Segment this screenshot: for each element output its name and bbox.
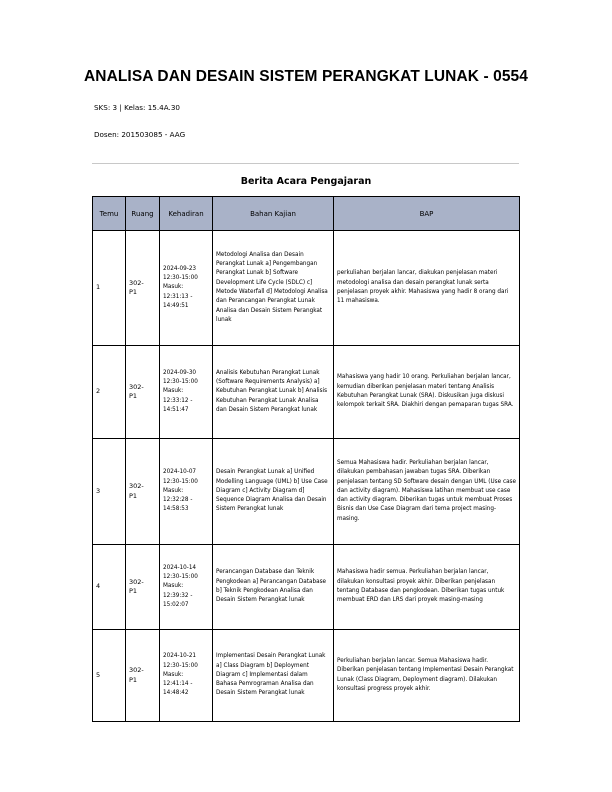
table-header-row [93,197,520,231]
cell-bahan-kajian: Metodologi Analisa dan Desain Perangkat Lunak a] Pengembangan Perangkat Lunak b] Software Development Life Cycle (SDLC) c] Metode Waterfall d] Metodologi Analisa dan Perancangan Perangkat Lunak Analisa dan Desain Sistem Perangkat lunak [213,231,334,346]
cell-bap: Mahasiswa yang hadir 10 orang. Perkuliahan berjalan lancar, kemudian diberikan penjelasan materi tentang Analisis Kebutuhan Perangkat Lunak (SRA). Diskusikan juga diskusi kelompok terkait SRA. Diakhiri dengan pemaparan tugas SRA. [334,346,520,439]
table-row [93,630,520,722]
cell-bahan-kajian: Desain Perangkat Lunak a] Unified Modelling Language (UML) b] Use Case Diagram c] Activity Diagram d] Sequence Diagram Analisa dan Desain Sistem Perangkat lunak [213,439,334,545]
cell-kehadiran: 2024-09-30 12:30-15:00 Masuk: 12:33:12 - 14:51:47 [160,346,213,439]
table-row [93,545,520,630]
cell-bap: Semua Mahasiswa hadir. Perkuliahan berjalan lancar, dilakukan pembahasan jawaban tugas SRA. Diberikan penjelasan tentang SD Software desain dengan UML (Use case dan activity diagram). Mahasiswa latihan membuat use case dan activity diagram. Diberikan tugas untuk membuat Proses Bisnis dan Use Case Diagram dari tema project masing-masing. [334,439,520,545]
sks-kelas-info: SKS: 3 | Kelas: 15.4A.30 [94,103,180,112]
berita-acara-table [92,196,520,722]
cell-bahan-kajian: Implementasi Desain Perangkat Lunak a] Class Diagram b] Deployment Diagram c] Implementasi dalam Bahasa Pemrograman Analisa dan Desain Sistem Perangkat lunak [213,630,334,722]
cell-bap: Perkuliahan berjalan lancar. Semua Mahasiswa hadir. Diberikan penjelasan tentang Implementasi Desain Perangkat Lunak (Class Diagram, Deployment diagram). Dilakukan konsultasi progress proyek akhir. [334,630,520,722]
column-header-kehadiran: Kehadiran [160,197,213,231]
cell-ruang: 302- P1 [126,439,160,545]
horizontal-divider [92,163,519,164]
cell-temu: 2 [93,346,126,439]
cell-ruang: 302- P1 [126,630,160,722]
cell-temu: 4 [93,545,126,630]
table-row [93,231,520,346]
cell-kehadiran: 2024-10-07 12:30-15:00 Masuk: 12:32:28 - 14:58:53 [160,439,213,545]
table-row [93,346,520,439]
section-title: Berita Acara Pengajaran [240,176,372,187]
cell-bap: perkuliahan berjalan lancar, diakukan penjelasan materi metodologi analisa dan desain perangkat lunak serta penjelasan proyek akhir. Mahasiswa yang hadir 8 orang dari 11 mahasiswa. [334,231,520,346]
cell-kehadiran: 2024-10-21 12:30-15:00 Masuk: 12:41:14 - 14:48:42 [160,630,213,722]
cell-bahan-kajian: Perancangan Database dan Teknik Pengkodean a] Perancangan Database b] Teknik Pengkodean Analisa dan Desain Sistem Perangkat lunak [213,545,334,630]
cell-bap: Mahasiswa hadir semua. Perkuliahan berjalan lancar, dilakukan konsultasi proyek akhir. Diberikan penjelasan tentang Database dan pengkodean. Diberikan tugas untuk membuat ERD dan LRS dari proyek masing-masing [334,545,520,630]
cell-ruang: 302- P1 [126,231,160,346]
column-header-bahan-kajian: Bahan Kajian [213,197,334,231]
cell-ruang: 302- P1 [126,545,160,630]
cell-temu: 3 [93,439,126,545]
cell-bahan-kajian: Analisis Kebutuhan Perangkat Lunak (Software Requirements Analysis) a] Kebutuhan Perangkat Lunak b] Analisis Kebutuhan Perangkat Lunak Analisa dan Desain Sistem Perangkat lunak [213,346,334,439]
dosen-info: Dosen: 201503085 - AAG [94,130,186,139]
cell-temu: 1 [93,231,126,346]
table-row [93,439,520,545]
column-header-temu: Temu [93,197,126,231]
cell-kehadiran: 2024-10-14 12:30-15:00 Masuk: 12:39:32 - 15:02:07 [160,545,213,630]
column-header-ruang: Ruang [126,197,160,231]
cell-temu: 5 [93,630,126,722]
document-title: ANALISA DAN DESAIN SISTEM PERANGKAT LUNAK - 0554 [83,68,528,85]
cell-kehadiran: 2024-09-23 12:30-15:00 Masuk: 12:31:13 - 14:49:51 [160,231,213,346]
cell-ruang: 302- P1 [126,346,160,439]
column-header-bap: BAP [334,197,520,231]
